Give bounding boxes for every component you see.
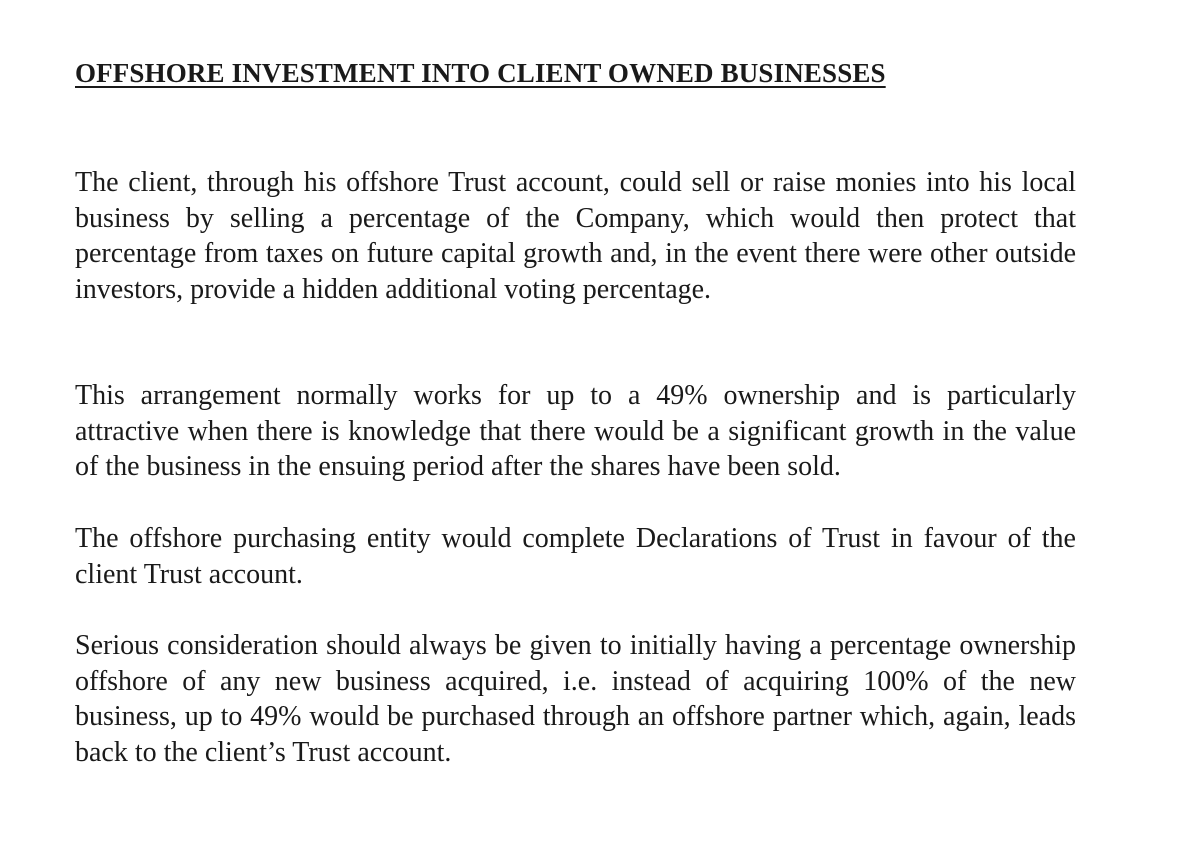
paragraph-new-business-acquisition: Serious consideration should always be given to initially having a percentage ownership offshore of any new business acquired, i.e. instead of acquiring 100% of the new business, up to 49% would be purchased through an offshore partner which, again, leads back to the client’s Trust account. [75,630,1076,768]
paragraph-ownership-arrangement: This arrangement normally works for up to a 49% ownership and is particularly attractive when there is knowledge that there would be a significant growth in the value of the business in the ensuing period after the shares have been sold. [75,380,1076,482]
document-title: OFFSHORE INVESTMENT INTO CLIENT OWNED BUSINESSES [75,58,886,88]
paragraph-declarations-of-trust: The offshore purchasing entity would complete Declarations of Trust in favour of the client Trust account. [75,523,1076,590]
paragraph-client-trust-sale: The client, through his offshore Trust account, could sell or raise monies into his local business by selling a percentage of the Company, which would then protect that percentage from taxes on future capital growth and, in the event there were other outside investors, provide a hidden additional voting percentage. [75,167,1076,305]
